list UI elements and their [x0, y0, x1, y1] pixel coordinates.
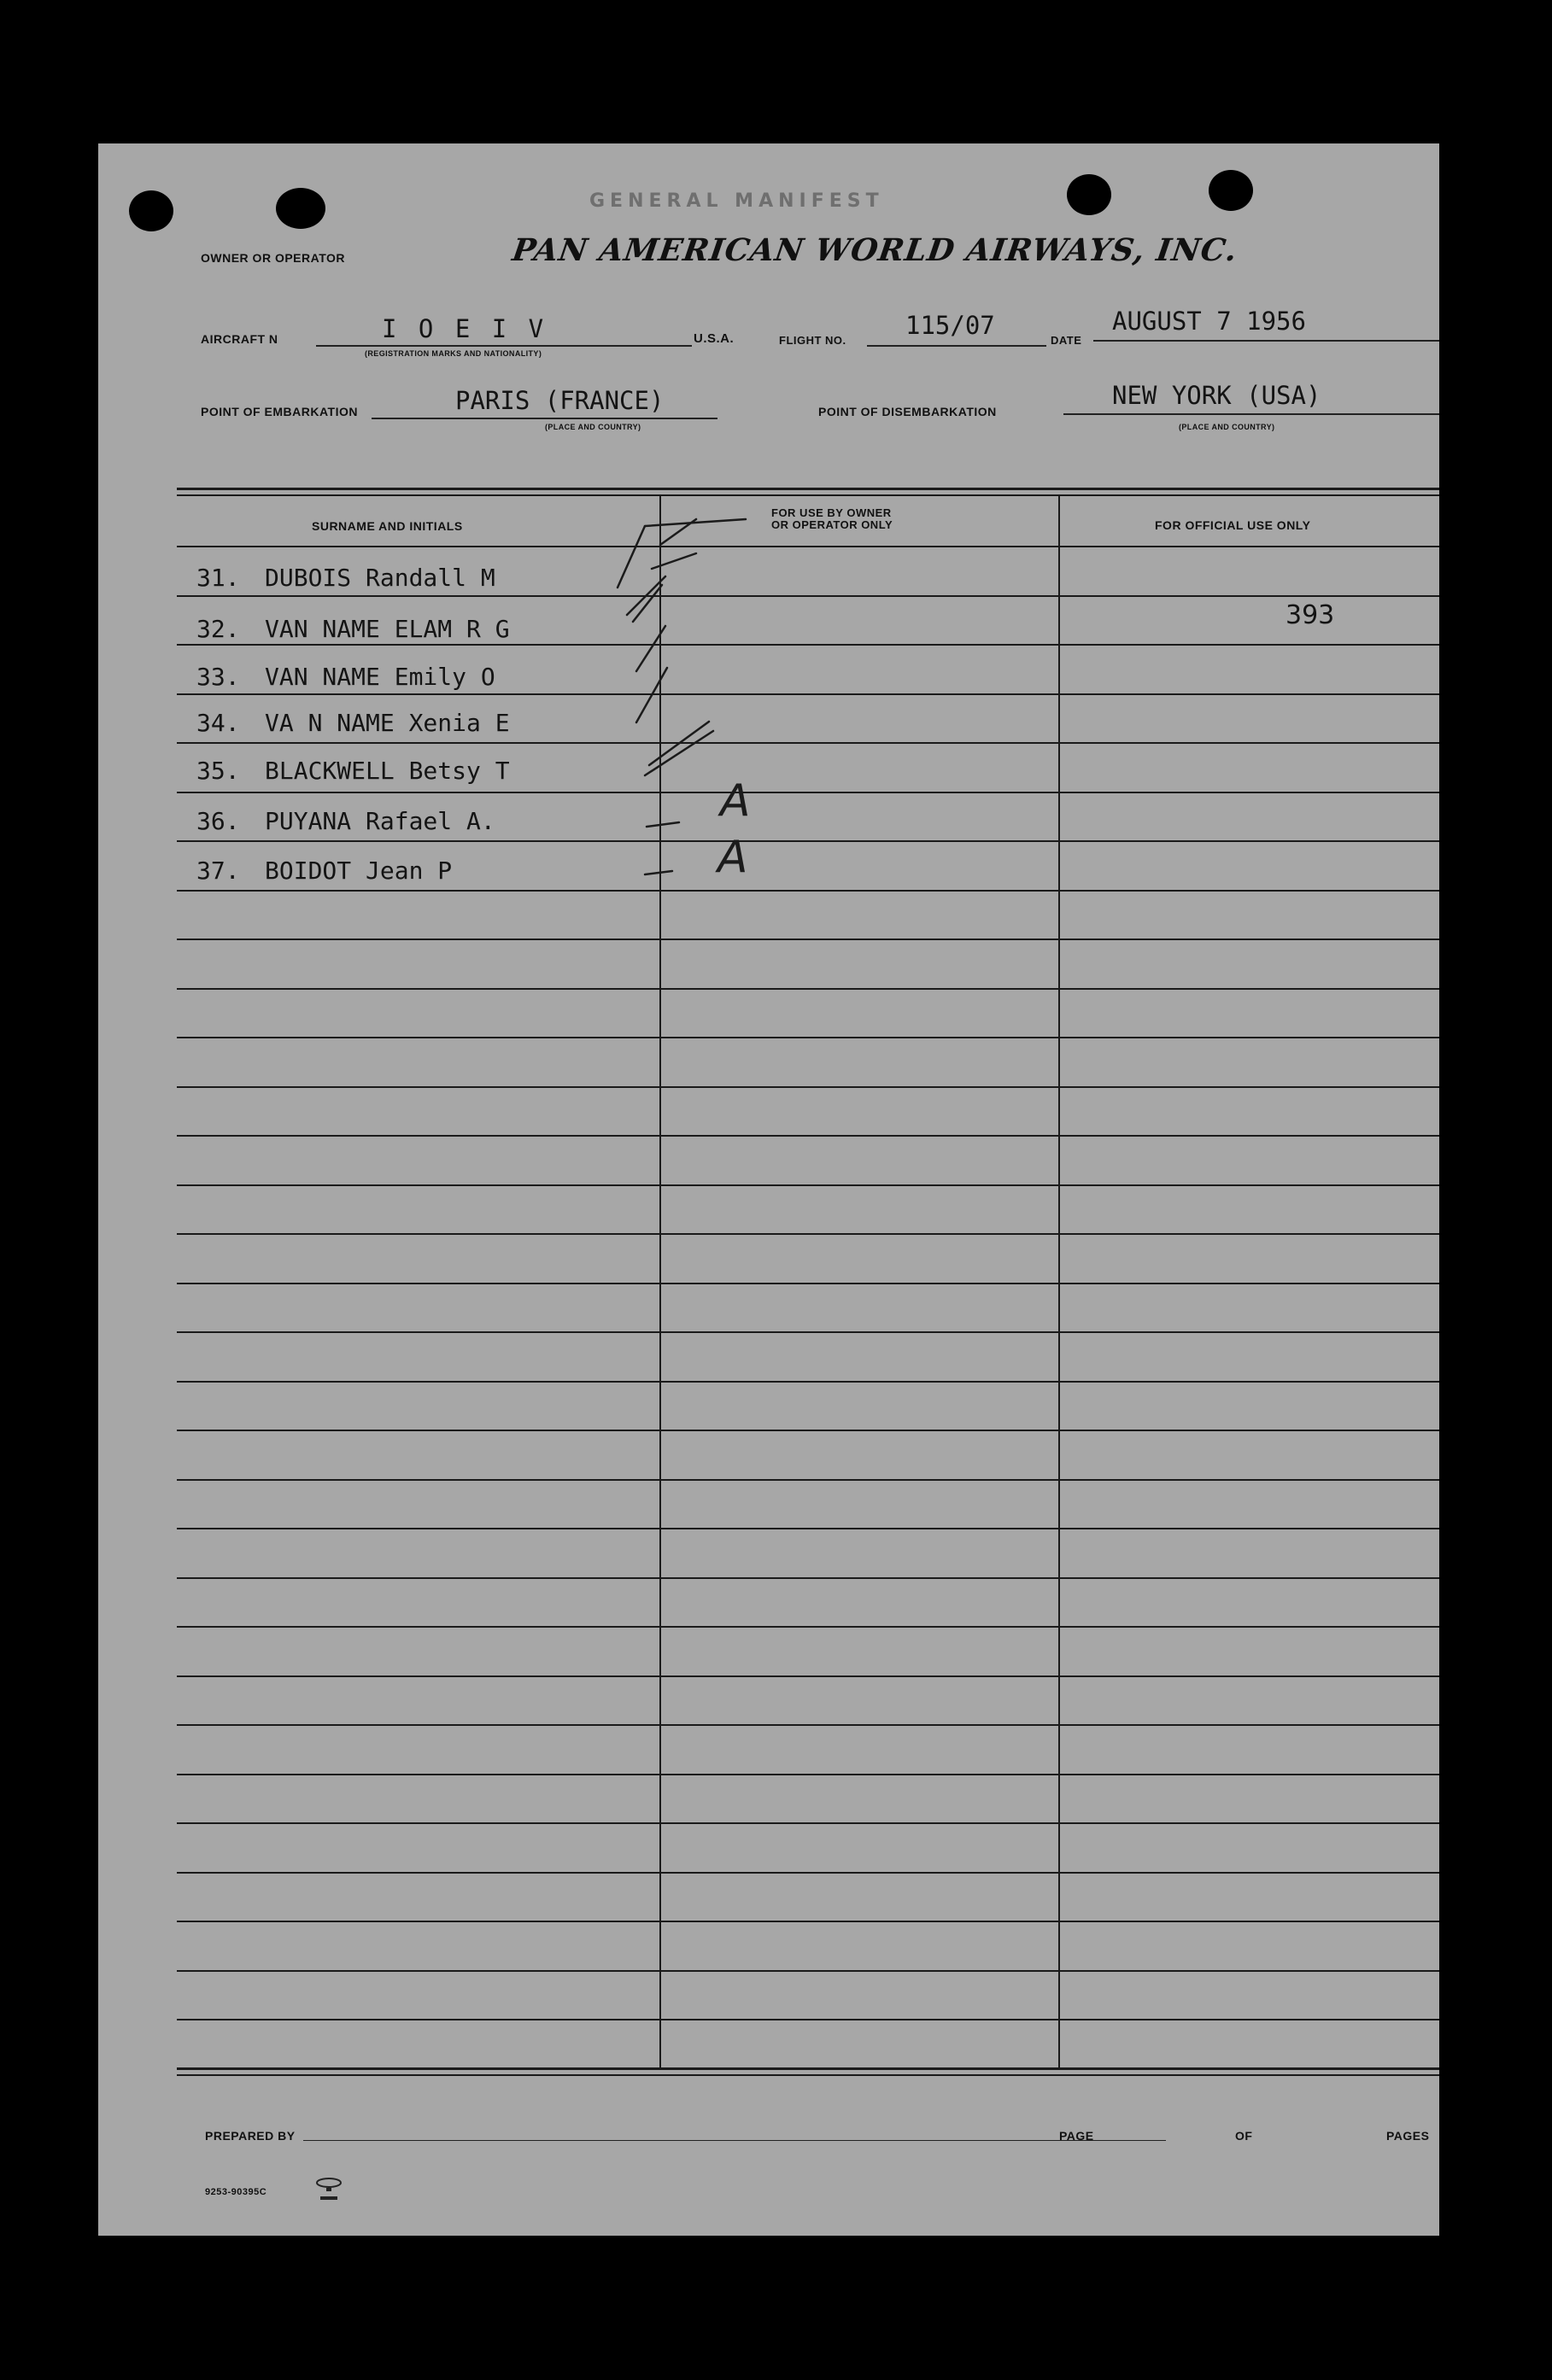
column-header-names: SURNAME AND INITIALS	[312, 519, 463, 533]
country-label: U.S.A.	[694, 331, 735, 346]
ruled-line	[177, 1086, 1439, 1088]
ruled-line	[177, 1626, 1439, 1628]
check-mark	[636, 668, 667, 722]
prepared-by-underline	[303, 2140, 1166, 2141]
owner-label: OWNER OR OPERATOR	[201, 251, 345, 265]
ruled-line	[177, 1528, 1439, 1529]
aircraft-underline	[316, 345, 692, 347]
faint-heading: GENERAL MANIFEST	[589, 190, 884, 212]
passenger-number: 33.	[196, 663, 240, 691]
date-label: DATE	[1051, 334, 1082, 347]
airline-name: PAN AMERICAN WORLD AIRWAYS, INC.	[510, 232, 1240, 268]
ruled-line	[177, 1921, 1439, 1922]
passenger-number: 35.	[196, 757, 240, 785]
passenger-number: 32.	[196, 615, 240, 643]
column-header-official-use: FOR OFFICIAL USE ONLY	[1155, 518, 1311, 532]
passenger-name: VAN NAME Emily O	[265, 663, 495, 691]
flight-value: 115/07	[905, 311, 995, 340]
ruled-line	[177, 1675, 1439, 1677]
punch-hole	[1209, 170, 1253, 211]
column-header-owner-use-2: OR OPERATOR ONLY	[771, 518, 893, 531]
ruled-line	[177, 1970, 1439, 1972]
ruled-line	[177, 1331, 1439, 1333]
ruled-line	[177, 1479, 1439, 1481]
passenger-name: BOIDOT Jean P	[265, 857, 453, 885]
printer-seal-icon	[312, 2176, 346, 2203]
ruled-line	[177, 1037, 1439, 1038]
column-header-owner-use-1: FOR USE BY OWNER	[771, 506, 892, 519]
ruled-line	[177, 1283, 1439, 1284]
dash-mark	[647, 822, 679, 827]
ruled-line	[177, 1774, 1439, 1775]
check-mark	[652, 553, 696, 569]
disembarkation-label: POINT OF DISEMBARKATION	[818, 405, 997, 418]
date-underline	[1093, 340, 1439, 342]
column-divider	[659, 496, 661, 2067]
ruled-line	[177, 792, 1439, 793]
page-label: PAGE	[1059, 2129, 1094, 2143]
ruled-line	[177, 693, 1439, 695]
column-divider	[1058, 496, 1060, 2067]
check-mark	[618, 526, 645, 588]
ruled-line	[177, 1184, 1439, 1186]
registration-caption: (REGISTRATION MARKS AND NATIONALITY)	[365, 349, 542, 358]
of-label: OF	[1235, 2129, 1253, 2143]
ruled-line	[177, 1872, 1439, 1874]
ruled-line	[177, 742, 1439, 744]
ruled-line	[177, 1430, 1439, 1431]
table-bottom-rule	[177, 2067, 1439, 2070]
flight-underline	[867, 345, 1046, 347]
passenger-name: PUYANA Rafael A.	[265, 807, 495, 835]
disembarkation-caption: (PLACE AND COUNTRY)	[1179, 423, 1275, 431]
disembarkation-value: NEW YORK (USA)	[1112, 381, 1321, 410]
passenger-name: BLACKWELL Betsy T	[265, 757, 510, 785]
embarkation-label: POINT OF EMBARKATION	[201, 405, 358, 418]
ruled-line	[177, 1381, 1439, 1383]
manifest-sheet	[98, 143, 1439, 2236]
passenger-number: 31.	[196, 564, 240, 592]
date-value: AUGUST 7 1956	[1112, 307, 1306, 336]
official-mark: 393	[1286, 600, 1335, 630]
passenger-name: DUBOIS Randall M	[265, 564, 495, 592]
form-code: 9253-90395C	[205, 2187, 267, 2197]
punch-hole	[276, 188, 325, 229]
passenger-number: 37.	[196, 857, 240, 885]
ruled-line	[177, 939, 1439, 940]
ruled-line	[177, 1135, 1439, 1137]
check-mark	[645, 731, 713, 775]
passenger-number: 36.	[196, 807, 240, 835]
ruled-line	[177, 2019, 1439, 2020]
ruled-line	[177, 890, 1439, 892]
check-mark	[633, 585, 662, 622]
table-bottom-rule-inner	[177, 2074, 1439, 2076]
embarkation-underline	[372, 418, 717, 419]
ruled-line	[177, 988, 1439, 990]
ruled-line	[177, 1822, 1439, 1824]
check-mark	[660, 519, 696, 545]
table-top-rule	[177, 488, 1439, 490]
owner-mark: A	[720, 775, 751, 827]
passenger-number: 34.	[196, 709, 240, 737]
prepared-by-label: PREPARED BY	[205, 2129, 296, 2143]
ruled-line	[177, 840, 1439, 842]
ruled-line	[177, 644, 1439, 646]
disembarkation-underline	[1063, 413, 1439, 415]
owner-mark: A	[717, 832, 748, 883]
ruled-line	[177, 1724, 1439, 1726]
ruled-line	[177, 1233, 1439, 1235]
punch-hole	[1067, 174, 1111, 215]
aircraft-label: AIRCRAFT N	[201, 332, 278, 346]
embarkation-value: PARIS (FRANCE)	[455, 386, 665, 415]
ruled-line	[177, 595, 1439, 597]
passenger-name: VA N NAME Xenia E	[265, 709, 510, 737]
aircraft-value: I O E I V	[382, 314, 548, 343]
pages-label: PAGES	[1386, 2129, 1430, 2143]
embarkation-caption: (PLACE AND COUNTRY)	[545, 423, 641, 431]
dash-mark	[645, 871, 672, 874]
ruled-line	[177, 546, 1439, 547]
flight-label: FLIGHT NO.	[779, 334, 846, 347]
punch-hole	[129, 190, 173, 231]
passenger-name: VAN NAME ELAM R G	[265, 615, 510, 643]
table-top-rule-inner	[177, 494, 1439, 496]
ruled-line	[177, 1577, 1439, 1579]
